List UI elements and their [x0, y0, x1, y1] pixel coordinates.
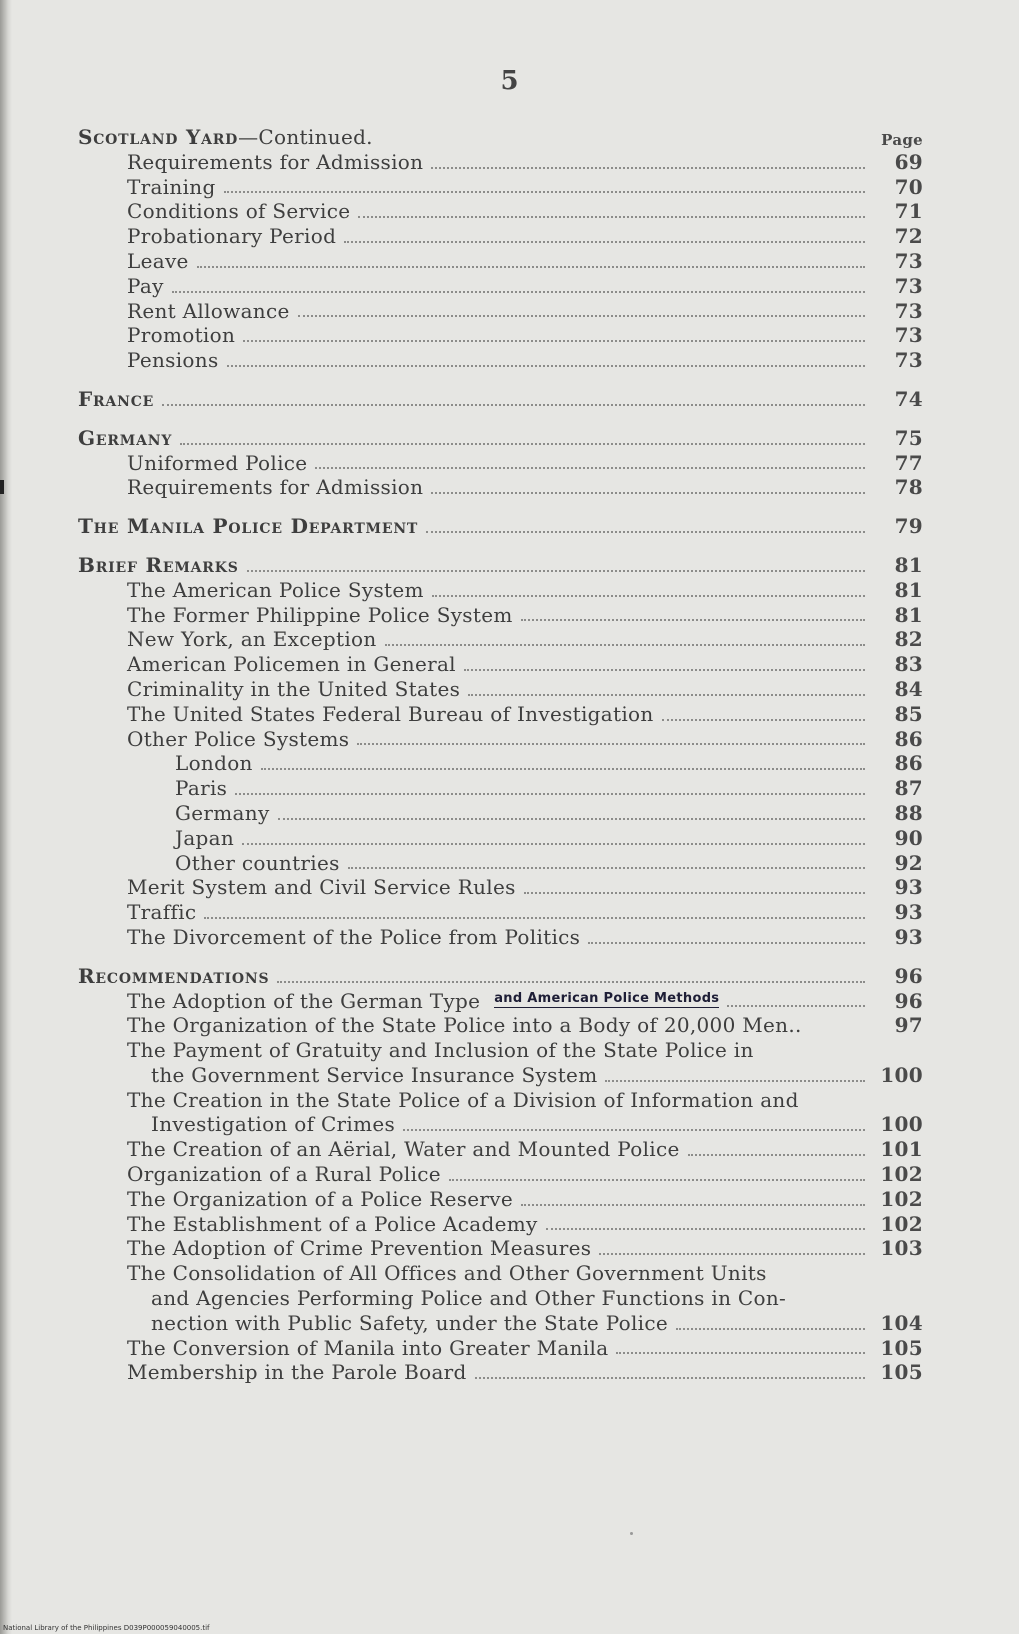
dot-leader: [162, 404, 865, 406]
entry-page-number: 86: [894, 751, 923, 776]
entry-label: Probationary Period: [127, 224, 337, 249]
entry-label: Organization of a Rural Police: [127, 1162, 441, 1187]
entry-label: London: [175, 751, 253, 776]
entry-label: and Agencies Performing Police and Other Functions in Con-: [151, 1286, 787, 1311]
toc-entry-line[interactable]: [78, 1063, 923, 1088]
dot-leader: [172, 291, 865, 293]
toc-entry[interactable]: [78, 702, 923, 727]
dot-leader: [431, 492, 865, 494]
section-heading-label: [78, 387, 154, 412]
dot-leader: [247, 570, 865, 572]
section-title: The Manila Police Department: [78, 514, 419, 539]
dot-leader: [242, 843, 865, 845]
section-heading-label: [78, 125, 373, 150]
dot-leader: [546, 1228, 865, 1230]
toc-entry[interactable]: [78, 1162, 923, 1187]
paper-speck: [630, 1532, 633, 1535]
entry-label: The Adoption of Crime Prevention Measures: [127, 1236, 592, 1261]
entry-page-number: 81: [894, 602, 923, 627]
entry-label: Pay: [127, 273, 164, 298]
entry-page-number: 82: [894, 627, 923, 652]
page-number: 5: [500, 66, 519, 96]
entry-page-number: 87: [894, 776, 923, 801]
toc-entry[interactable]: [78, 1236, 923, 1261]
entry-page-number: 100: [880, 1062, 923, 1087]
entry-label: Membership in the Parole Board: [127, 1360, 467, 1385]
entry-label: The American Police System: [127, 577, 424, 602]
toc-entry[interactable]: [78, 1336, 923, 1361]
dot-leader: [475, 1377, 865, 1379]
entry-page-number: 78: [894, 475, 923, 500]
entry-page-number: 71: [894, 199, 923, 224]
entry-label: The Organization of the State Police into a Body of 20,000 Men..: [127, 1013, 802, 1038]
toc-entry[interactable]: [78, 224, 923, 249]
dot-leader: [278, 818, 865, 820]
toc-entry[interactable]: [78, 751, 923, 776]
entry-page-number: 73: [894, 248, 923, 273]
toc-section-heading[interactable]: [78, 514, 923, 539]
entry-label: Rent Allowance: [127, 298, 290, 323]
dot-leader: [403, 1129, 865, 1131]
entry-page-number: 93: [894, 875, 923, 900]
entry-label: Training: [127, 174, 216, 199]
toc-entry[interactable]: [78, 603, 923, 628]
toc-entry[interactable]: [78, 1137, 923, 1162]
toc-entry-line[interactable]: [78, 1261, 923, 1286]
toc-entry[interactable]: [78, 989, 923, 1014]
entry-page-number: 81: [894, 577, 923, 602]
dot-leader: [385, 644, 865, 646]
toc-entry[interactable]: [78, 925, 923, 950]
toc-section-heading[interactable]: [78, 964, 923, 989]
dot-leader: [227, 365, 865, 367]
entry-label: Other Police Systems: [127, 726, 350, 751]
toc-entry-line[interactable]: [78, 1311, 923, 1336]
toc-entry[interactable]: [78, 274, 923, 299]
toc-entry[interactable]: [78, 801, 923, 826]
page-column-label: Page: [881, 131, 923, 150]
entry-label: The Former Philippine Police System: [127, 602, 513, 627]
toc-entry[interactable]: [78, 249, 923, 274]
section-page-number: 81: [894, 552, 923, 577]
toc-entry[interactable]: [78, 1360, 923, 1385]
toc-entry[interactable]: [78, 776, 923, 801]
entry-label: The Establishment of a Police Academy: [127, 1211, 538, 1236]
entry-page-number: 103: [880, 1236, 923, 1261]
entry-page-number: 69: [894, 149, 923, 174]
entry-page-number: 96: [894, 988, 923, 1013]
entry-label: the Government Service Insurance System: [151, 1062, 598, 1087]
toc-section-heading[interactable]: [78, 387, 923, 412]
dot-leader: [357, 743, 865, 745]
dot-leader: [449, 1179, 865, 1181]
dot-leader: [521, 1204, 865, 1206]
dot-leader: [426, 531, 865, 533]
toc-entry-line[interactable]: [78, 1088, 923, 1113]
toc-section-heading[interactable]: [78, 553, 923, 578]
entry-page-number: 84: [894, 676, 923, 701]
toc-entry[interactable]: [78, 851, 923, 876]
section-heading-label: [78, 553, 239, 578]
toc-entry[interactable]: [78, 299, 923, 324]
entry-page-number: 93: [894, 900, 923, 925]
entry-page-number: 105: [880, 1335, 923, 1360]
dot-leader: [605, 1080, 865, 1082]
toc-section-heading[interactable]: [78, 125, 923, 150]
entry-label: The United States Federal Bureau of Investigation: [127, 701, 654, 726]
entry-label: Requirements for Admission: [127, 149, 424, 174]
toc-entry[interactable]: [78, 475, 923, 500]
toc-entry[interactable]: [78, 348, 923, 373]
entry-page-number: 73: [894, 298, 923, 323]
dot-leader: [431, 167, 865, 169]
dot-leader: [468, 694, 865, 696]
binding-mark: [0, 480, 4, 494]
entry-page-number: 72: [894, 224, 923, 249]
entry-label: Leave: [127, 248, 189, 273]
entry-label: The Payment of Gratuity and Inclusion of the State Police in: [127, 1038, 754, 1063]
entry-label: The Creation of an Aërial, Water and Mounted Police: [127, 1137, 680, 1162]
entry-label: Paris: [175, 776, 228, 801]
entry-label: The Divorcement of the Police from Politics: [127, 924, 581, 949]
toc-entry[interactable]: [78, 727, 923, 752]
dot-leader: [277, 981, 865, 983]
toc-section-heading[interactable]: [78, 426, 923, 451]
toc-entry[interactable]: [78, 199, 923, 224]
dot-leader: [464, 669, 865, 671]
entry-page-number: 104: [880, 1310, 923, 1335]
entry-page-number: 83: [894, 652, 923, 677]
section-page-number: 96: [894, 963, 923, 988]
dot-leader: [243, 340, 865, 342]
dot-leader: [315, 467, 865, 469]
toc-entry[interactable]: [78, 1187, 923, 1212]
dot-leader: [235, 793, 865, 795]
entry-page-number: 92: [894, 850, 923, 875]
dot-leader: [204, 917, 865, 919]
entry-label: The Conversion of Manila into Greater Manila: [127, 1335, 609, 1360]
dot-leader: [224, 191, 865, 193]
dot-leader: [524, 892, 865, 894]
dot-leader: [298, 315, 865, 317]
dot-leader: [662, 719, 865, 721]
entry-page-number: 73: [894, 348, 923, 373]
dot-leader: [521, 619, 865, 621]
dot-leader: [180, 443, 865, 445]
section-title: Scotland Yard: [78, 125, 239, 149]
entry-page-number: 77: [894, 450, 923, 475]
entry-page-number: 102: [880, 1211, 923, 1236]
entry-label: New York, an Exception: [127, 627, 377, 652]
toc-entry[interactable]: [78, 578, 923, 603]
section-title: France: [78, 386, 155, 411]
section-title: Brief Remarks: [78, 552, 239, 577]
entry-page-number: 93: [894, 924, 923, 949]
handwritten-insertion-stamp: and American Police Methods: [494, 991, 719, 1008]
entry-page-number: 86: [894, 726, 923, 751]
entry-page-number: 101: [880, 1137, 923, 1162]
page-edge-shadow: [0, 0, 12, 1634]
section-page-number: 74: [894, 386, 923, 411]
entry-label: The Organization of a Police Reserve: [127, 1186, 513, 1211]
toc-entry-line[interactable]: [78, 1286, 923, 1311]
entry-page-number: 102: [880, 1186, 923, 1211]
entry-page-number: 102: [880, 1162, 923, 1187]
section-title-suffix: —Continued.: [238, 125, 373, 149]
toc-entry[interactable]: [78, 627, 923, 652]
dot-leader: [432, 595, 865, 597]
entry-label: The Creation in the State Police of a Division of Information and: [127, 1087, 799, 1112]
dot-leader: [676, 1328, 865, 1330]
toc-entry[interactable]: [78, 677, 923, 702]
entry-label: Germany: [175, 800, 270, 825]
entry-page-number: 105: [880, 1360, 923, 1385]
dot-leader: [599, 1253, 865, 1255]
entry-label: Pensions: [127, 348, 219, 373]
entry-label: Japan: [175, 825, 235, 850]
entry-page-number: 70: [894, 174, 923, 199]
entry-page-number: 73: [894, 323, 923, 348]
toc-entry[interactable]: [78, 175, 923, 200]
section-heading-label: [78, 964, 269, 989]
dot-leader: [348, 867, 865, 869]
entry-label: Investigation of Crimes: [151, 1112, 396, 1137]
entry-page-number: 97: [894, 1013, 923, 1038]
entry-label: nection with Public Safety, under the State Police: [151, 1310, 669, 1335]
dot-leader: [358, 216, 865, 218]
entry-label: Criminality in the United States: [127, 676, 461, 701]
entry-page-number: 90: [894, 825, 923, 850]
section-page-number: 79: [894, 514, 923, 539]
entry-label: American Policemen in General: [127, 652, 456, 677]
entry-label: Promotion: [127, 323, 236, 348]
toc-entry[interactable]: [78, 451, 923, 476]
entry-page-number: 73: [894, 273, 923, 298]
dot-leader: [727, 1005, 865, 1007]
entry-label: Merit System and Civil Service Rules: [127, 875, 516, 900]
toc-entry[interactable]: [78, 150, 923, 175]
entry-page-number: 85: [894, 701, 923, 726]
toc-entry[interactable]: [78, 826, 923, 851]
section-title: Recommendations: [78, 963, 270, 988]
section-title: Germany: [78, 425, 173, 450]
table-of-contents: [78, 120, 923, 1385]
scan-footer: National Library of the Philippines D039P000059040005.tif: [3, 1624, 210, 1632]
section-heading-label: [78, 514, 418, 539]
dot-leader: [344, 241, 865, 243]
entry-label: Uniformed Police: [127, 450, 308, 475]
toc-entry[interactable]: [78, 875, 923, 900]
dot-leader: [197, 266, 865, 268]
entry-page-number: 88: [894, 800, 923, 825]
dot-leader: [261, 768, 865, 770]
toc-entry[interactable]: [78, 1212, 923, 1237]
entry-label: Other countries: [175, 850, 340, 875]
toc-entry[interactable]: [78, 900, 923, 925]
toc-entry-line[interactable]: [78, 1038, 923, 1063]
dot-leader: [588, 942, 865, 944]
section-heading-label: [78, 426, 172, 451]
entry-label: Requirements for Admission: [127, 475, 424, 500]
entry-label: The Consolidation of All Offices and Other Government Units: [127, 1261, 767, 1286]
entry-label: Traffic: [127, 900, 197, 925]
dot-leader: [616, 1352, 865, 1354]
entry-label: The Adoption of the German Type: [127, 988, 481, 1013]
entry-page-number: 100: [880, 1112, 923, 1137]
section-page-number: 75: [894, 425, 923, 450]
dot-leader: [688, 1154, 865, 1156]
toc-entry[interactable]: [78, 1013, 923, 1038]
toc-entry[interactable]: [78, 652, 923, 677]
entry-label: Conditions of Service: [127, 199, 351, 224]
toc-entry-line[interactable]: [78, 1112, 923, 1137]
toc-entry[interactable]: [78, 323, 923, 348]
